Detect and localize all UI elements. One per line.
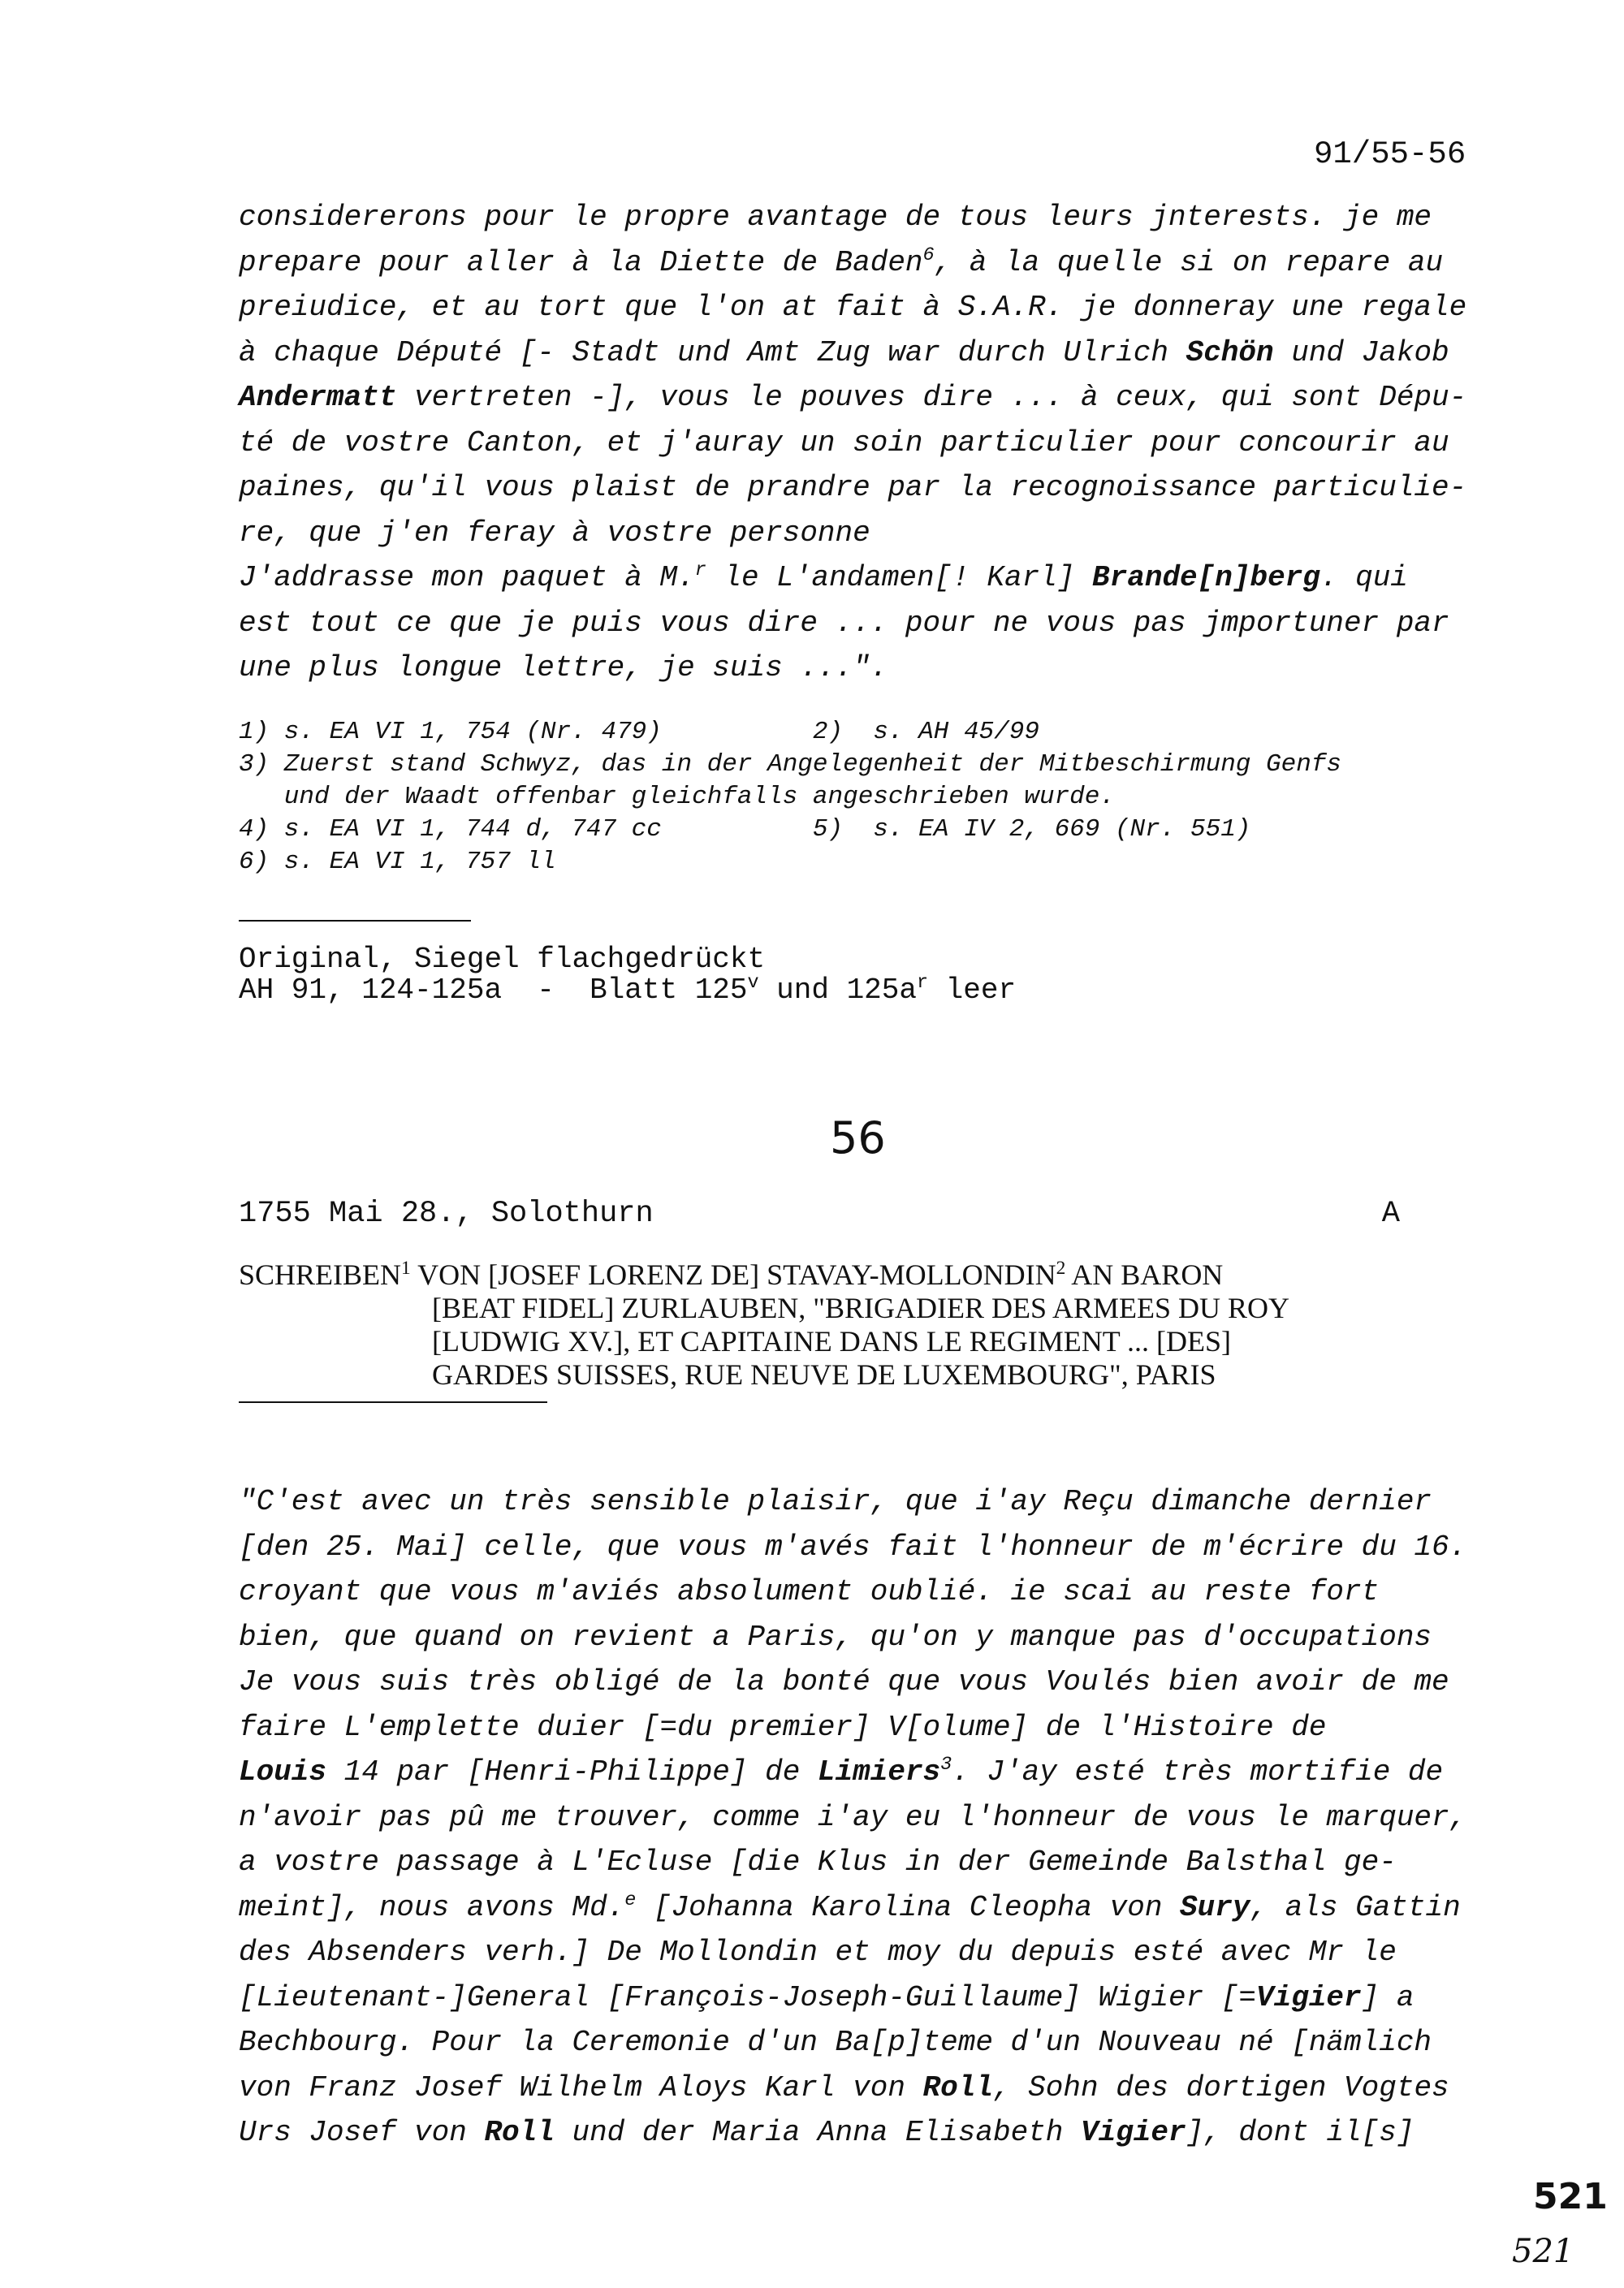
letter-text-bottom: "C'est avec un très sensible plaisir, que i'ay Reçu dimanche dernier [den 25. Mai] celle, que vous m'avés fait l'honneur de m'écrire du 16. croyant que vous m'aviés absolument oublié. ie scai au reste fort bien, que quand on revient a Paris, qu'on y manque pas d'occupations Je vous suis très obligé de la bonté que vous Voulés bien avoir de me faire L'emplette duier [=du premier] V[olume] de l'Histoire de Louis 14 par [Henri-Philippe] de Limiers$^3$. J'ay esté très mortifie de n'avoir pas pû me trouver, comme i'ay eu l'honneur de vous le marquer, a vostre passage à L'Ecluse [die Klus in der Gemeinde Balsthal ge- meint], nous avons Md.$^e$ [Johanna Karolina Cleopha von Sury, als Gattin des Absenders verh.] De Mollondin et moy du depuis esté avec Mr le [Lieutenant-]General [François-Joseph-Guillaume] Wigier [=Vigier] a Bechbourg. Pour la Ceremonie d'un Ba[p]teme d'un Nouveau né [nämlich von Franz Josef Wilhelm Aloys Karl von Roll, Sohn des dortigen Vogtes Urs Josef von Roll und der Maria Anna Elisabeth Vigier], dont il[s] [239, 1485, 1467, 2149]
letter-text-top: considererons pour le propre avantage de tous leurs jnterests. je me prepare pour aller à la Diette de Baden$^6$, à la quelle si on repare au preiudice, et au tort que l'on at fait à S.A.R. je donneray une regale à chaque Député [- Stadt und Amt Zug war durch Ulrich Schön und Jakob Andermatt vertreten -], vous le pouves dire ... à ceux, qui sont Dépu- té de vostre Canton, et j'auray un soin particulier pour concourir au paines, qu'il vous plaist de prandre par la recognoissance particulie- re, que j'en feray à vostre personne J'addrasse mon paquet à M.$^r$ le L'andamen[! Karl] Brande[n]berg. qui est tout ce que je puis vous dire ... pour ne vous pas jmportuner par une plus longue lettre, je suis ...". [239, 201, 1467, 684]
archive-stamp-number: 521 [1533, 2176, 1608, 2217]
dateline-mark: A [1381, 1197, 1400, 1231]
handwritten-number: 521 [1512, 2233, 1574, 2270]
dateline: 1755 Mai 28., Solothurn A [239, 1197, 1400, 1231]
source-note: Original, Siegel flachgedrückt AH 91, 124-125a - Blatt 125$^v$ und $125a^r$ leer [239, 943, 1017, 1007]
heading-divider-line [239, 1401, 547, 1403]
page-reference: 91/55-56 [1314, 136, 1466, 172]
document-heading: SCHREIBEN$^1$ VON [JOSEF LORENZ DE] STAVAY-MOLLONDIN$^2$ AN BARON [BEAT FIDEL] ZURLAUBEN, "BRIGADIER DES ARMEES DU ROY [LUDWIG XV.], ET CAPITAINE DANS LE REGIMENT ... [DES] GARDES SUISSES, RUE NEUVE DE LUXEMBOURG", PARIS [239, 1258, 1290, 1391]
document-number: 56 [830, 1112, 886, 1163]
divider-line [239, 920, 471, 922]
footnotes: 1) s. EA VI 1, 754 (Nr. 479) 2) s. AH 45/99 3) Zuerst stand Schwyz, das in der Angelegenheit der Mitbeschirmung Genfs und der Waadt offenbar gleichfalls angeschrieben wurde. 4) s. EA VI 1, 744 d, 747 cc 5) s. EA IV 2, 669 (Nr. 551) 6) s. EA VI 1, 757 ll [239, 718, 1342, 876]
